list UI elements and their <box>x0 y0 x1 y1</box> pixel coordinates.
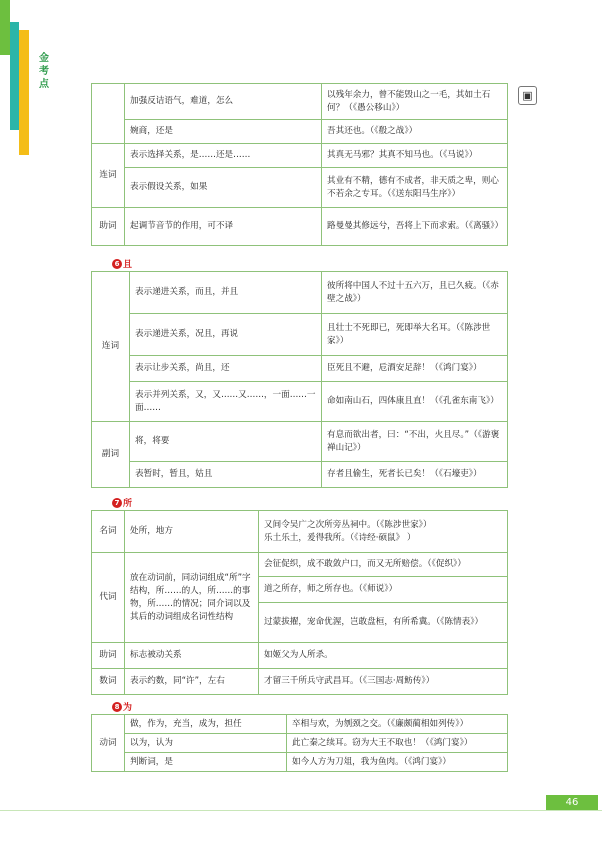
example-cell: 吾其还也。（《殽之战》） <box>322 120 508 144</box>
sense-cell: 判断词，是 <box>125 753 287 772</box>
sense-cell: 以为，认为 <box>125 734 287 753</box>
sidebar-title: 金考点 <box>39 53 49 90</box>
table-row <box>92 734 508 753</box>
section-number: 7 <box>112 498 122 508</box>
table-row <box>92 84 508 120</box>
section-heading-wei <box>112 700 132 713</box>
table-row <box>92 715 508 734</box>
table-row <box>92 462 508 488</box>
sense-cell: 放在动词前，同动词组成“所”字结构，所……的人，所……的事物，所……的情况；同介词以及其后的动词组成名词性结构 <box>125 553 259 643</box>
sense-cell: 表示选择关系，是……还是…… <box>125 144 322 168</box>
category-cell: 数词 <box>92 669 125 695</box>
table-row <box>92 422 508 462</box>
table-row <box>92 272 508 314</box>
example-cell: 且壮士不死即已，死即举大名耳。（《陈涉世家》） <box>322 314 508 356</box>
sense-cell: 表示递进关系，况且，再说 <box>130 314 322 356</box>
table-wei <box>91 714 508 772</box>
sense-cell: 加强反诘语气，难道，怎么 <box>125 84 322 120</box>
example-cell: 又间令吴广之次所旁丛祠中。（《陈涉世家》） 乐土乐土，爰得我所。（《诗经·硕鼠》 ） <box>259 511 508 553</box>
example-cell: 有息而欲出者，曰：“不出，火且尽。”（《游褒禅山记》） <box>322 422 508 462</box>
category-cell: 名词 <box>92 511 125 553</box>
example-cell: 其业有不精，德有不成者，非天质之卑，则心不若余之专耳。（《送东阳马生序》） <box>322 168 508 208</box>
example-cell: 彼所将中国人不过十五六万，且已久疲。（《赤壁之战》） <box>322 272 508 314</box>
section-title: 且 <box>123 260 133 270</box>
category-cell: 连词 <box>92 144 125 208</box>
sense-cell: 表示递进关系，而且，并且 <box>130 272 322 314</box>
table-row <box>92 382 508 422</box>
qr-code-icon[interactable]: ▣ <box>518 86 537 105</box>
category-cell: 副词 <box>92 422 130 488</box>
sense-cell: 表示假设关系，如果 <box>125 168 322 208</box>
example-cell: 命如南山石，四体康且直！（《孔雀东南飞》） <box>322 382 508 422</box>
table-row <box>92 314 508 356</box>
sense-cell: 标志被动关系 <box>125 643 259 669</box>
table-qie <box>91 271 508 488</box>
table-suo <box>91 510 508 695</box>
category-cell: 连词 <box>92 272 130 422</box>
section-heading-suo <box>112 496 132 509</box>
decor-bar-yellow <box>19 30 29 155</box>
example-cell: 存者且偷生，死者长已矣！（《石壕吏》） <box>322 462 508 488</box>
category-cell: 助词 <box>92 208 125 246</box>
table-row <box>92 144 508 168</box>
sense-cell: 婉商，还是 <box>125 120 322 144</box>
table-row <box>92 168 508 208</box>
sense-cell: 起调节音节的作用，可不译 <box>125 208 322 246</box>
section-number: 6 <box>112 259 122 269</box>
example-cell: 以残年余力，曾不能毁山之一毛，其如土石何？（《愚公移山》） <box>322 84 508 120</box>
example-cell: 会征促织，成不敢敛户口，而又无所赔偿。（《促织》） <box>259 553 508 577</box>
sense-cell: 表示约数，同“许”，左右 <box>125 669 259 695</box>
sense-cell: 表示并列关系，又，又……又……，一面……一面…… <box>130 382 322 422</box>
table-row <box>92 553 508 577</box>
decor-bar-teal <box>10 22 19 130</box>
table-row <box>92 643 508 669</box>
category-cell: 助词 <box>92 643 125 669</box>
section-title: 所 <box>123 499 133 509</box>
table-row <box>92 356 508 382</box>
section-number: 8 <box>112 702 122 712</box>
table-row <box>92 669 508 695</box>
sense-cell: 表暂时，暂且，姑且 <box>130 462 322 488</box>
section-heading-qie <box>112 257 132 270</box>
example-cell: 如今人方为刀俎，我为鱼肉。（《鸿门宴》） <box>287 753 508 772</box>
table-top <box>91 83 508 246</box>
table-row <box>92 753 508 772</box>
table-row <box>92 208 508 246</box>
decor-bar-green <box>0 0 10 55</box>
page-number: 46 <box>546 795 598 810</box>
category-cell <box>92 84 125 144</box>
example-cell: 此亡秦之续耳。窃为大王不取也！（《鸿门宴》） <box>287 734 508 753</box>
example-cell: 其真无马邪？其真不知马也。（《马说》） <box>322 144 508 168</box>
sense-cell: 将，将要 <box>130 422 322 462</box>
example-cell: 路曼曼其修远兮，吾将上下而求索。（《离骚》） <box>322 208 508 246</box>
sense-cell: 做，作为，充当，成为，担任 <box>125 715 287 734</box>
divider <box>0 810 602 811</box>
sense-cell: 表示让步关系，尚且，还 <box>130 356 322 382</box>
section-title: 为 <box>123 703 133 713</box>
table-row <box>92 511 508 553</box>
example-cell: 臣死且不避，卮酒安足辞！（《鸿门宴》） <box>322 356 508 382</box>
category-cell: 代词 <box>92 553 125 643</box>
example-cell: 如姬父为人所杀。 <box>259 643 508 669</box>
example-cell: 卒相与欢，为刎颈之交。（《廉颇蔺相如列传》） <box>287 715 508 734</box>
example-cell: 过蒙拔擢，宠命优渥，岂敢盘桓，有所希冀。（《陈情表》） <box>259 603 508 643</box>
category-cell: 动词 <box>92 715 125 772</box>
example-cell: 才留三千所兵守武昌耳。（《三国志·周鲂传》） <box>259 669 508 695</box>
example-cell: 道之所存，师之所存也。（《师说》） <box>259 577 508 603</box>
table-row <box>92 120 508 144</box>
sense-cell: 处所，地方 <box>125 511 259 553</box>
